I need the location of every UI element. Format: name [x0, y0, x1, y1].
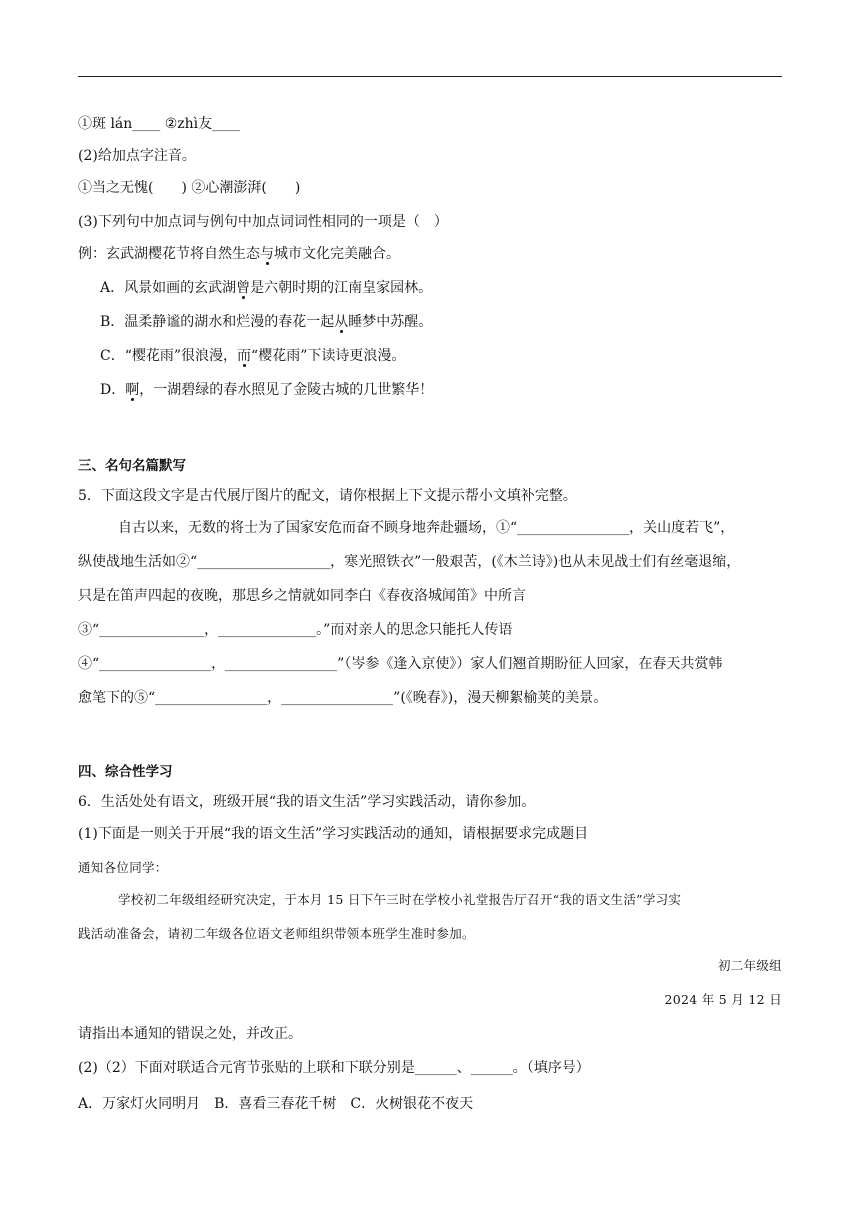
recitation-line-5: ④“________________，________________”（岑参《逢入京使》）家人们翘首期盼征人回家，在春天共赏韩 — [78, 656, 723, 672]
couplet-options: A．万家灯火同明月 B．喜看三春花千树 C．火树银花不夜天 — [78, 1096, 474, 1112]
notice-date: 2024 年 5 月 12 日 — [664, 992, 782, 1007]
notice-greeting: 通知各位同学： — [78, 860, 168, 875]
option-a: A．风景如画的玄武湖曾是六朝时期的江南皇家园林。 — [100, 280, 433, 296]
notice-body-line-1: 学校初二年级组经研究决定，于本月 15 日下午三时在学校小礼堂报告厅召开“我的语文生活”学习实 — [118, 892, 682, 907]
pinyin-fill-line: ①斑 lán____ ②zhì友____ — [78, 116, 241, 132]
recitation-line-1: 自古以来，无数的将士为了国家安危而奋不顾身地奔赴疆场，①“________________，关山度若飞”， — [118, 520, 735, 536]
question-5-stem: 5．下面这段文字是古代展厅图片的配文，请你根据上下文提示帮小文填补完整。 — [78, 488, 577, 504]
subquestion-1-heading: (1)下面是一则关于开展“我的语文生活”学习实践活动的通知，请根据要求完成题目 — [78, 826, 589, 842]
dotted-word: 曾 — [236, 280, 251, 296]
couplet-question: (2)（2）下面对联适合元宵节张贴的上联和下联分别是______、______。（填序号） — [78, 1060, 590, 1076]
notice-question: 请指出本通知的错误之处，并改正。 — [78, 1026, 302, 1042]
section-4-title: 四、综合性学习 — [78, 764, 173, 780]
notice-signer: 初二年级组 — [717, 958, 782, 973]
option-b: B．温柔静谧的湖水和烂漫的春花一起从睡梦中苏醒。 — [100, 314, 433, 330]
dotted-word: 与 — [260, 246, 274, 262]
subquestion-2-heading: (2)给加点字注音。 — [78, 148, 196, 164]
example-sentence: 例：玄武湖樱花节将自然生态与城市文化完美融合。 — [78, 246, 400, 262]
recitation-line-4: ③“_______________，______________。”而对亲人的思念只能托人传语 — [78, 622, 513, 638]
section-3-title: 三、名句名篇默写 — [78, 458, 186, 474]
dotted-word: 而 — [237, 348, 252, 364]
recitation-line-2: 纵使战地生活如②“___________________，寒光照铁衣”一般艰苦，(《木兰诗》)也从未见战士们有丝毫退缩， — [78, 554, 741, 570]
subquestion-3-heading: (3)下列句中加点词与例句中加点词词性相同的一项是（ ） — [78, 214, 448, 230]
option-d: D．啊，一湖碧绿的春水照见了金陵古城的几世繁华！ — [100, 382, 434, 398]
notice-body-line-2: 践活动准备会，请初二年级各位语文老师组织带领本班学生准时参加。 — [78, 926, 475, 941]
header-rule — [78, 76, 782, 77]
dotted-word: 啊 — [125, 382, 140, 398]
dotted-word: 从 — [334, 314, 349, 330]
recitation-line-3: 只是在笛声四起的夜晚，那思乡之情就如同李白《春夜洛城闻笛》中所言 — [78, 588, 526, 604]
recitation-line-6: 愈笔下的⑤“________________，________________”(《晚春》)，漫天柳絮榆荚的美景。 — [78, 690, 608, 706]
question-6-stem: 6．生活处处有语文，班级开展“我的语文生活”学习实践活动，请你参加。 — [78, 794, 536, 810]
option-c: C．“樱花雨”很浪漫，而“樱花雨”下读诗更浪漫。 — [100, 348, 406, 364]
phonetic-line: ①当之无愧( ) ②心潮澎湃( ) — [78, 180, 301, 196]
